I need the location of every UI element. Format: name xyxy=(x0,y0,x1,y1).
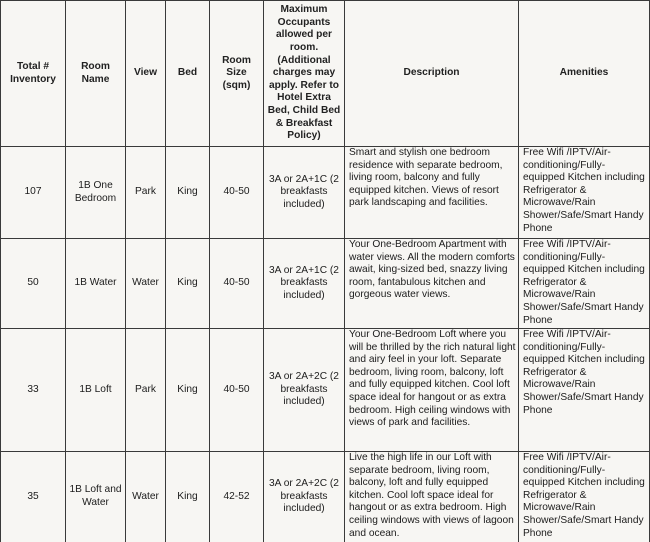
cell-amenities: Free Wifi /IPTV/Air-conditioning/Fully-equipped Kitchen including Refrigerator & Microwave/Rain Shower/Safe/Smart Handy Phone xyxy=(519,239,650,329)
cell-inventory: 107 xyxy=(1,147,66,239)
table-row xyxy=(1,329,650,452)
header-description: Description xyxy=(345,1,519,147)
cell-amenities: Free Wifi /IPTV/Air-conditioning/Fully-equipped Kitchen including Refrigerator & Microwave/Rain Shower/Safe/Smart Handy Phone xyxy=(519,329,650,452)
cell-bed: King xyxy=(166,239,210,329)
cell-inventory: 33 xyxy=(1,329,66,452)
table-row xyxy=(1,147,650,239)
header-inventory: Total # Inventory xyxy=(1,1,66,147)
cell-room-name: 1B Water xyxy=(66,239,126,329)
cell-description: Your One-Bedroom Loft where you will be thrilled by the rich natural light and airy feel in your loft. Separate bedroom, living room, balcony, loft and fully equipped kitchen. Cool loft space ideal for hangout or as extra bedroom. High ceiling windows with views of park and facilities. xyxy=(345,329,519,452)
cell-description: Live the high life in our Loft with separate bedroom, living room, balcony, loft and fully equipped kitchen. Cool loft space ideal for hangout or as extra bedroom. High ceiling windows with views of lagoon and ocean. xyxy=(345,452,519,542)
cell-view: Water xyxy=(126,239,166,329)
table-row xyxy=(1,239,650,329)
cell-room-name: 1B Loft xyxy=(66,329,126,452)
cell-bed: King xyxy=(166,452,210,542)
cell-amenities: Free Wifi /IPTV/Air-conditioning/Fully-equipped Kitchen including Refrigerator & Microwave/Rain Shower/Safe/Smart Handy Phone xyxy=(519,452,650,542)
cell-view: Water xyxy=(126,452,166,542)
cell-description: Smart and stylish one bedroom residence with separate bedroom, living room, balcony and fully equipped kitchen. Views of resort park landscaping and facilities. xyxy=(345,147,519,239)
header-bed: Bed xyxy=(166,1,210,147)
cell-room-size: 40-50 xyxy=(210,147,264,239)
cell-occupants: 3A or 2A+1C (2 breakfasts included) xyxy=(264,147,345,239)
cell-occupants: 3A or 2A+2C (2 breakfasts included) xyxy=(264,329,345,452)
header-amenities: Amenities xyxy=(519,1,650,147)
cell-bed: King xyxy=(166,147,210,239)
header-max-occupants: Maximum Occupants allowed per room. (Additional charges may apply. Refer to Hotel Extra Bed, Child Bed & Breakfast Policy) xyxy=(264,1,345,147)
header-room-name: Room Name xyxy=(66,1,126,147)
cell-inventory: 35 xyxy=(1,452,66,542)
cell-amenities: Free Wifi /IPTV/Air-conditioning/Fully-equipped Kitchen including Refrigerator & Microwave/Rain Shower/Safe/Smart Handy Phone xyxy=(519,147,650,239)
cell-room-size: 40-50 xyxy=(210,239,264,329)
cell-description: Your One-Bedroom Apartment with water views. All the modern comforts await, king-sized bed, snazzy living room, fantabulous kitchen and gorgeous water views. xyxy=(345,239,519,329)
header-room-size: Room Size (sqm) xyxy=(210,1,264,147)
cell-occupants: 3A or 2A+1C (2 breakfasts included) xyxy=(264,239,345,329)
table-row xyxy=(1,452,650,542)
cell-occupants: 3A or 2A+2C (2 breakfasts included) xyxy=(264,452,345,542)
cell-room-name: 1B Loft and Water xyxy=(66,452,126,542)
cell-inventory: 50 xyxy=(1,239,66,329)
header-view: View xyxy=(126,1,166,147)
cell-room-size: 40-50 xyxy=(210,329,264,452)
cell-view: Park xyxy=(126,329,166,452)
cell-room-size: 42-52 xyxy=(210,452,264,542)
cell-view: Park xyxy=(126,147,166,239)
cell-room-name: 1B One Bedroom xyxy=(66,147,126,239)
header-row xyxy=(1,1,650,147)
cell-bed: King xyxy=(166,329,210,452)
